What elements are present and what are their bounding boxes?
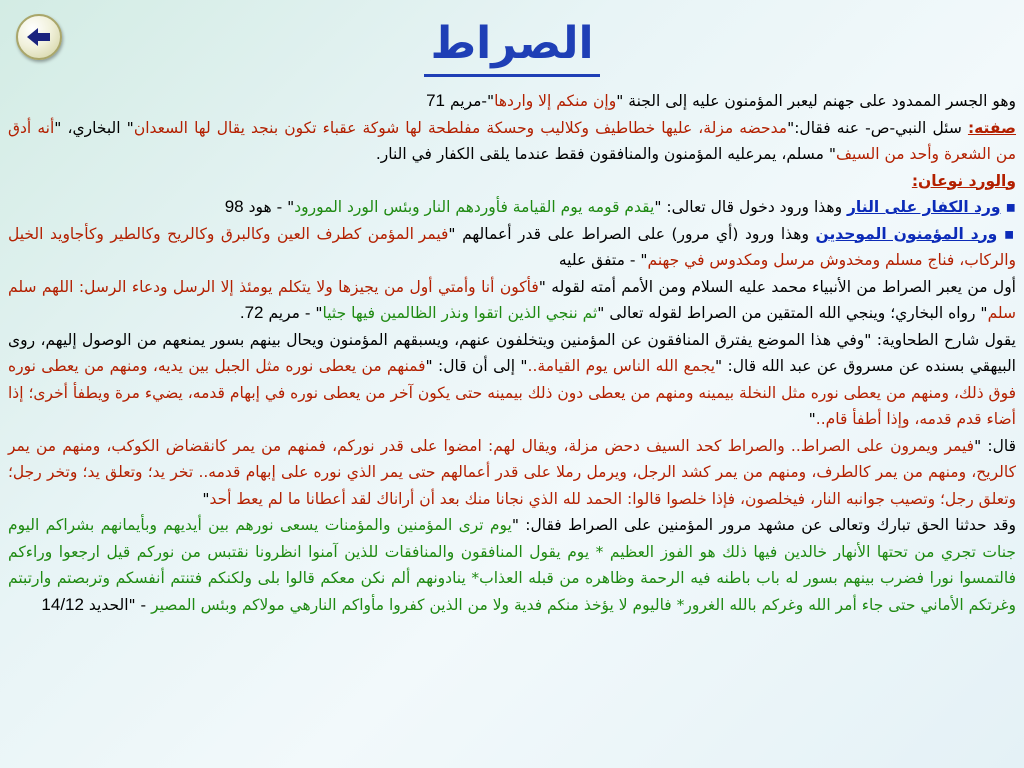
list-item-disbelievers: ▪ ورد الكفار على النار وهذا ورود دخول قال تعالى: "يقدم قومه يوم القيامة فأوردهم النار وبئس الورد المورود" - هود 98: [224, 197, 1016, 216]
paragraph-crossing: قال: "فيمر ويمرون على الصراط.. والصراط كحد السيف دحض مزلة، ويقال لهم: امضوا على قدر نوركم، فمنهم من يمر كانقضاض الكوكب، ومنهم من يمر كالريح، ومنهم من يمر كالطرف، ومنهم من يمر كشد الرجل، ويرمل رملا على قدر أعمالهم حتى يمر الذي نوره على إبهام قدمه.. تخر يد؛ وتعلق يد؛ وتخر رجل؛ وتعلق رجل؛ وتصيب جوانبه النار، فيخلصون، فإذا خلصوا قالوا: الحمد لله الذي نجانا منك بعد أن أراناك لقد أعطانا ما لم يعط أحد": [8, 436, 1016, 508]
section-heading-types: والورد نوعان:: [911, 171, 1016, 190]
list-item-believers: ▪ ورد المؤمنون الموحدين وهذا ورود (أي مرور) على الصراط على قدر أعمالهم "فيمر المؤمن كطرف العين وكالبرق وكالريح وكالطير وكأجاويد الخيل والركاب، فناج مسلم ومخدوش مرسل ومكدوس في جهنم" - متفق عليه: [8, 224, 1016, 269]
paragraph-first-to-cross: أول من يعبر الصراط من الأنبياء محمد عليه السلام ومن الأمم أمته لقوله "فأكون أنا وأمتي أول من يجيزها ولا يتكلم يومئذ إلا الرسل ودعاء الرسل: اللهم سلم سلم" رواه البخاري؛ وينجي الله المتقين من الصراط لقوله تعالى "ثم ننجي الذين اتقوا ونذر الظالمين فيها جثيا" - مريم 72.: [8, 277, 1016, 322]
paragraph-definition: وهو الجسر الممدود على جهنم ليعبر المؤمنون عليه إلى الجنة "وإن منكم إلا واردها"-مريم 71: [426, 91, 1016, 110]
paragraph-quran-verses: وقد حدثنا الحق تبارك وتعالى عن مشهد مرور المؤمنين على الصراط فقال: "يوم ترى المؤمنين والمؤمنات يسعى نورهم بين أيديهم وبأيمانهم بشراكم اليوم جنات تجري من تحتها الأنهار خالدين فيها ذلك هو الفوز العظيم * يوم يقول المنافقون والمنافقات للذين آمنوا انظرونا نقتبس من نوركم قيل ارجعوا وراءكم فالتمسوا نورا فضرب بينهم بسور له باب باطنه فيه الرحمة وظاهره من قبله العذاب* ينادونهم ألم نكن معكم قالوا بلى ولكنكم فتنتم أنفسكم وتربصتم وارتبتم وغرتكم الأماني حتى جاء أمر الله وغركم بالله الغرور* فاليوم لا يؤخذ منكم فدية ولا من الذين كفروا مأواكم النارهي مولاكم وبئس المصير - "الحديد 14/12: [8, 516, 1016, 614]
main-text: [8, 88, 1016, 768]
paragraph-description: صفته: سئل النبي-ص- عنه فقال:"مدحضه مزلة، عليها خطاطيف وكلاليب وحسكة مفلطحة لها شوكة عقباء تكون بنجد يقال لها السعدان" البخاري، "أنه أدق من الشعرة وأحد من السيف" مسلم، يمرعليه المؤمنون والمنافقون فقط عندما يلقى الكفار في النار.: [8, 118, 1017, 163]
bullet-icon: ▪: [1005, 198, 1016, 216]
page-title: الصراط: [0, 14, 1024, 77]
bullet-icon: ▪: [1003, 224, 1016, 243]
paragraph-tahawiyya: يقول شارح الطحاوية: "وفي هذا الموضع يفترق المنافقون عن المؤمنين ويتخلفون عنهم، ويسبقهم المؤمنون ويحال بينهم بسور يمنعهم من الوصول إليهم، روى البيهقي بسنده عن مسروق عن عبد الله قال: "يجمع الله الناس يوم القيامة.." إلى أن قال: "فمنهم من يعطى نوره مثل الجبل بين يديه، ومنهم من يعطى نوره فوق ذلك، ومنهم من يعطى نوره مثل النخلة بيمينه ومنهم من يعطى دون ذلك بيمينه حتى يكون آخر من يعطى نوره في إبهام قدمه، يضيء مرة ويطفأ أخرى؛ إذا أضاء قدم قدمه، وإذا أطفأ قام..": [8, 330, 1016, 428]
